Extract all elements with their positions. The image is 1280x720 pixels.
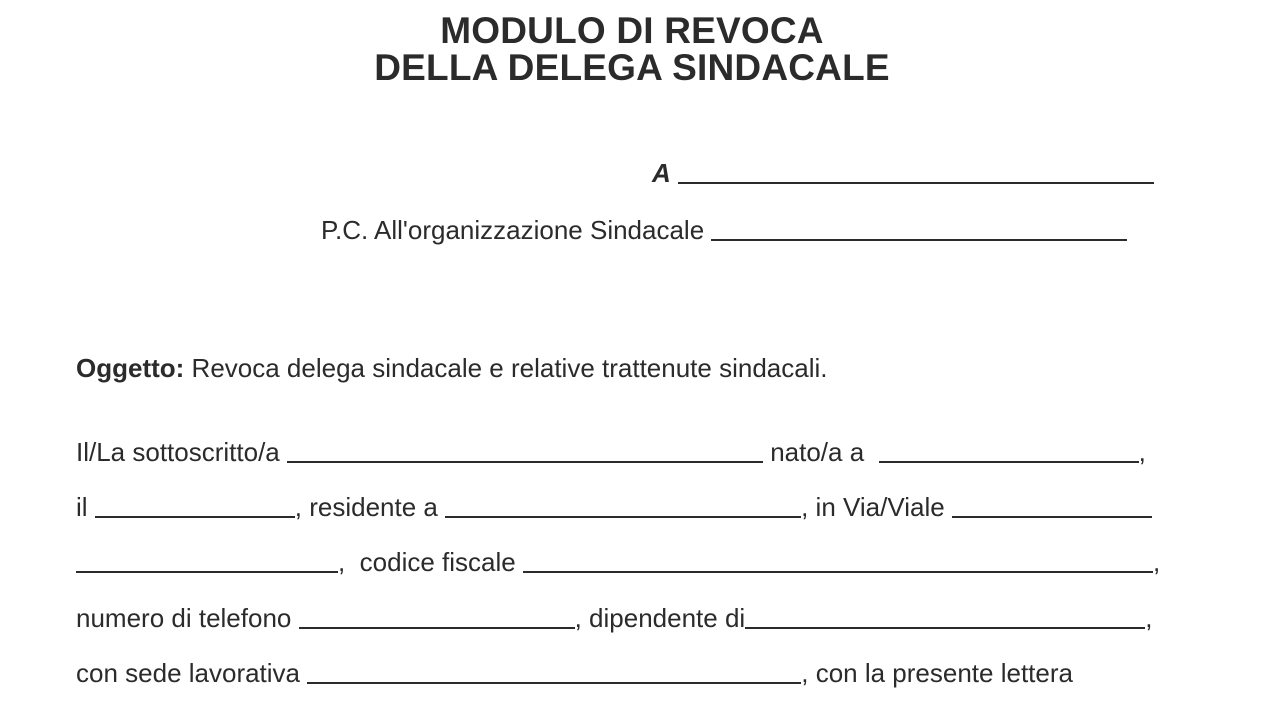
body-line-5 [76, 658, 1073, 688]
phone-field[interactable] [299, 607, 575, 629]
street-field[interactable] [952, 496, 1152, 518]
employee-of-label: , dipendente di [574, 603, 746, 633]
birthplace-field[interactable] [879, 441, 1139, 463]
document-title-line-1: MODULO DI REVOCA [440, 10, 824, 51]
comma-text: , [1145, 603, 1153, 633]
street-label: , in Via/Viale [801, 492, 952, 522]
comma-text: , [1152, 547, 1161, 577]
by-letter-text: , con la presente lettera [801, 658, 1073, 688]
work-site-label: con sede lavorativa [76, 658, 308, 688]
street-continuation-field[interactable] [76, 551, 338, 573]
employer-field[interactable] [745, 607, 1145, 629]
residence-field[interactable] [445, 496, 801, 518]
born-in-label: nato/a a [762, 437, 879, 467]
work-site-field[interactable] [307, 662, 801, 684]
subject-row [76, 353, 827, 383]
tax-code-field[interactable] [523, 551, 1153, 573]
recipient-label: A [652, 158, 671, 188]
cc-label: P.C. All'organizzazione Sindacale [321, 215, 705, 245]
recipient-row [652, 158, 1154, 188]
name-field[interactable] [287, 441, 763, 463]
document-title-line-2: DELLA DELEGA SINDACALE [374, 47, 890, 88]
cc-row [321, 215, 1127, 245]
birth-date-field[interactable] [95, 496, 295, 518]
tax-code-label: , codice fiscale [338, 547, 523, 577]
body-line-2 [76, 492, 1152, 522]
resident-in-label: , residente a [294, 492, 446, 522]
comma-text: , [1138, 437, 1146, 467]
subject-text: Revoca delega sindacale e relative trattenute sindacali. [184, 353, 828, 383]
body-line-1 [76, 437, 1146, 467]
body-line-4 [76, 603, 1152, 633]
body-line-3 [76, 547, 1160, 577]
birth-date-label: il [76, 492, 95, 522]
phone-label: numero di telefono [76, 603, 299, 633]
recipient-field[interactable] [678, 162, 1154, 184]
subject-label: Oggetto: [76, 353, 185, 383]
union-organization-field[interactable] [711, 219, 1127, 241]
undersigned-label: Il/La sottoscritto/a [76, 437, 287, 467]
